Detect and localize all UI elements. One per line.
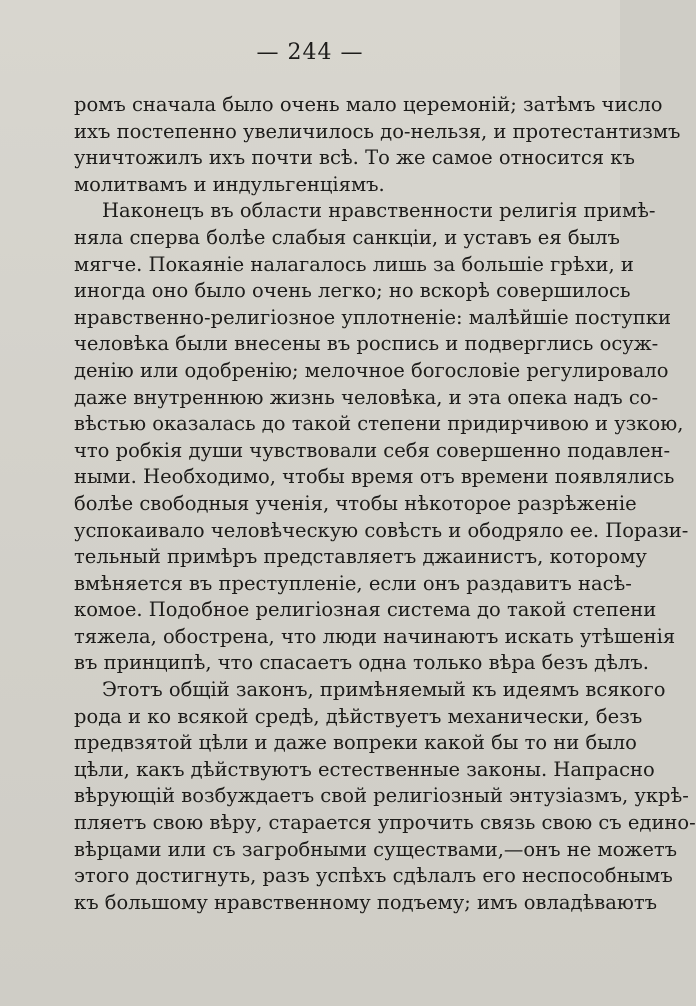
page-number: — 244 —	[256, 40, 364, 65]
text-line: комое. Подобное религіозная система до такой степени	[74, 598, 657, 622]
text-line: цѣли, какъ дѣйствуютъ естественные законы. Напрасно	[74, 757, 655, 781]
text-line: молитвамъ и индульгенціямъ.	[74, 172, 385, 196]
text-line: иногда оно было очень легко; но вскорѣ совершилось	[74, 279, 631, 303]
text-line: Этотъ общій законъ, примѣняемый къ идеямъ всякого	[102, 678, 666, 702]
text-line: няла сперва болѣе слабыя санкціи, и уставъ ея былъ	[74, 225, 620, 249]
text-line: въ принципѣ, что спасаетъ одна только вѣра безъ дѣлъ.	[74, 651, 649, 675]
body-text	[74, 92, 696, 916]
text-line: человѣка были внесены въ роспись и подверглись осуж-	[74, 332, 659, 356]
text-line: пляетъ свою вѣру, старается упрочить связь свою съ едино-	[74, 811, 696, 835]
text-line: что робкія души чувствовали себя совершенно подавлен-	[74, 438, 671, 462]
text-line: этого достигнуть, разъ успѣхъ сдѣлалъ его неспособнымъ	[74, 864, 673, 888]
text-line: нравственно-религіозное уплотненіе: малѣйшіе поступки	[74, 305, 671, 329]
text-line: тельный примѣръ представляетъ джаинистъ, которому	[74, 545, 647, 569]
text-line: вмѣняется въ преступленіе, если онъ раздавитъ насѣ-	[74, 571, 632, 595]
text-line: уничтожилъ ихъ почти всѣ. То же самое относится къ	[74, 146, 635, 170]
text-line: успокаивало человѣческую совѣсть и ободряло ее. Порази-	[74, 518, 689, 542]
text-line: ными. Необходимо, чтобы время отъ времени появлялись	[74, 465, 675, 489]
text-line: даже внутреннюю жизнь человѣка, и эта опека надъ со-	[74, 385, 659, 409]
text-line: мягче. Покаяніе налагалось лишь за большіе грѣхи, и	[74, 252, 634, 276]
text-line: предвзятой цѣли и даже вопреки какой бы то ни было	[74, 731, 637, 755]
text-line: вѣрцами или съ загробными существами,—онъ не можетъ	[74, 837, 678, 861]
text-line: денію или одобренію; мелочное богословіе регулировало	[74, 358, 669, 382]
text-line: болѣе свободныя ученія, чтобы нѣкоторое разрѣженіе	[74, 491, 637, 515]
text-line: къ большому нравственному подъему; имъ овладѣваютъ	[74, 890, 658, 914]
text-line: тяжела, обострена, что люди начинаютъ искать утѣшенія	[74, 624, 676, 648]
text-line: Наконецъ въ области нравственности религія примѣ-	[102, 199, 656, 223]
text-line: ихъ постепенно увеличилось до-нельзя, и протестантизмъ	[74, 119, 681, 143]
text-line: вѣстью оказалась до такой степени придирчивою и узкою,	[74, 412, 684, 436]
text-line: вѣрующій возбуждаетъ свой религіозный энтузіазмъ, укрѣ-	[74, 784, 689, 808]
text-line: рода и ко всякой средѣ, дѣйствуетъ механически, безъ	[74, 704, 643, 728]
text-line: ромъ сначала было очень мало церемоній; затѣмъ число	[74, 93, 663, 116]
